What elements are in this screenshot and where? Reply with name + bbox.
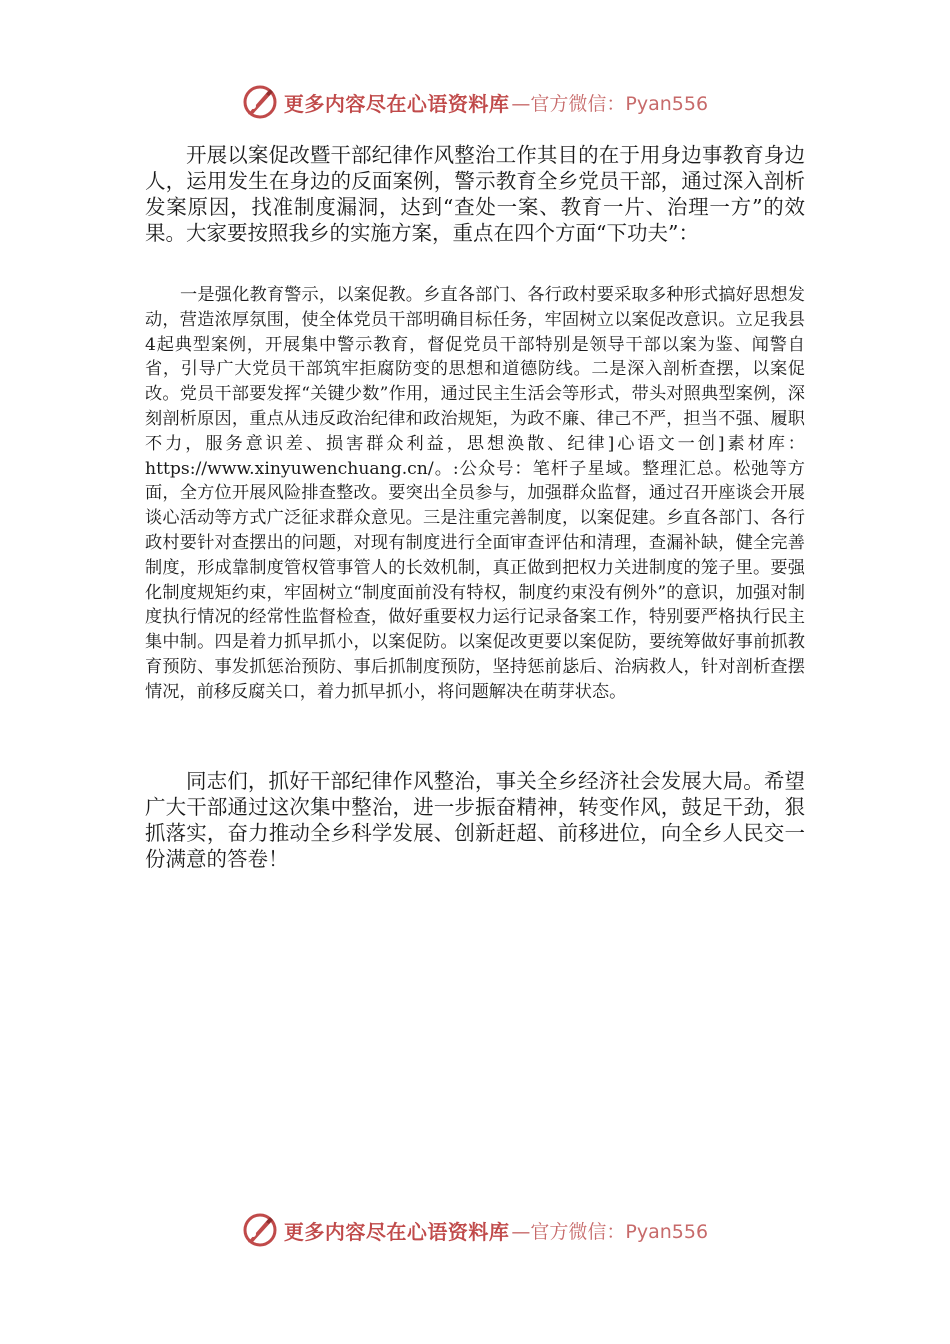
- header-banner: [0, 82, 950, 122]
- quill-logo-icon: [242, 84, 278, 120]
- banner-contact-text: —官方微信：Pyan556: [511, 1220, 709, 1243]
- banner-brand-text: 更多内容尽在心语资料库: [283, 91, 510, 116]
- paragraph-main: 一是强化教育警示，以案促教。乡直各部门、各行政村要采取多种形式搞好思想发动，营造浓厚氛围，使全体党员干部明确目标任务，牢固树立以案促改意识。立足我县4起典型案例，开展集中警示教育，督促党员干部特别是领导干部以案为鉴、闻警自省，引导广大党员干部筑牢拒腐防变的思想和道德防线。二是深入剖析查摆，以案促改。党员干部要发挥“关键少数”作用，通过民主生活会等形式，带头对照典型案例，深刻剖析原因，重点从违反政治纪律和政治规矩，为政不廉、律己不严，担当不强、履职不力，服务意识差、损害群众利益，思想涣散、纪律]心语文一创]素材库：https://www.xinyuwenchuang.cn/。:公众号：笔杆子星域。整理汇总。松弛等方面，全方位开展风险排查整改。要突出全员参与，加强群众监督，通过召开座谈会开展谈心活动等方式广泛征求群众意见。三是注重完善制度，以案促建。乡直各部门、各行政村要针对查摆出的问题，对现有制度进行全面审查评估和清理，查漏补缺，健全完善制度，形成靠制度管权管事管人的长效机制，真正做到把权力关进制度的笼子里。要强化制度规矩约束，牢固树立“制度面前没有特权，制度约束没有例外”的意识，加强对制度执行情况的经常性监督检查，做好重要权力运行记录备案工作，特别要严格执行民主集中制。四是着力抓早抓小，以案促防。以案促改更要以案促防，要统筹做好事前抓教育预防、事发抓惩治预防、事后抓制度预防，坚持惩前毖后、治病救人，针对剖析查摆情况，前移反腐关口，着力抓早抓小，将问题解决在萌芽状态。: [145, 285, 805, 702]
- quill-logo-icon: [242, 1212, 278, 1248]
- paragraph-intro: 开展以案促改暨干部纪律作风整治工作其目的在于用身边事教育身边人，运用发生在身边的反面案例，警示教育全乡党员干部，通过深入剖析发案原因，找准制度漏洞，达到“查处一案、教育一片、治理一方”的效果。大家要按照我乡的实施方案，重点在四个方面“下功夫”：: [145, 143, 805, 245]
- paragraph-closing: 同志们，抓好干部纪律作风整治，事关全乡经济社会发展大局。希望广大干部通过这次集中整治，进一步振奋精神，转变作风，鼓足干劲，狠抓落实，奋力推动全乡科学发展、创新赶超、前移进位，向全乡人民交一份满意的答卷！: [145, 769, 805, 871]
- footer-banner: [0, 1210, 950, 1250]
- banner-brand-text: 更多内容尽在心语资料库: [283, 1219, 510, 1244]
- banner-contact-text: —官方微信：Pyan556: [511, 92, 709, 115]
